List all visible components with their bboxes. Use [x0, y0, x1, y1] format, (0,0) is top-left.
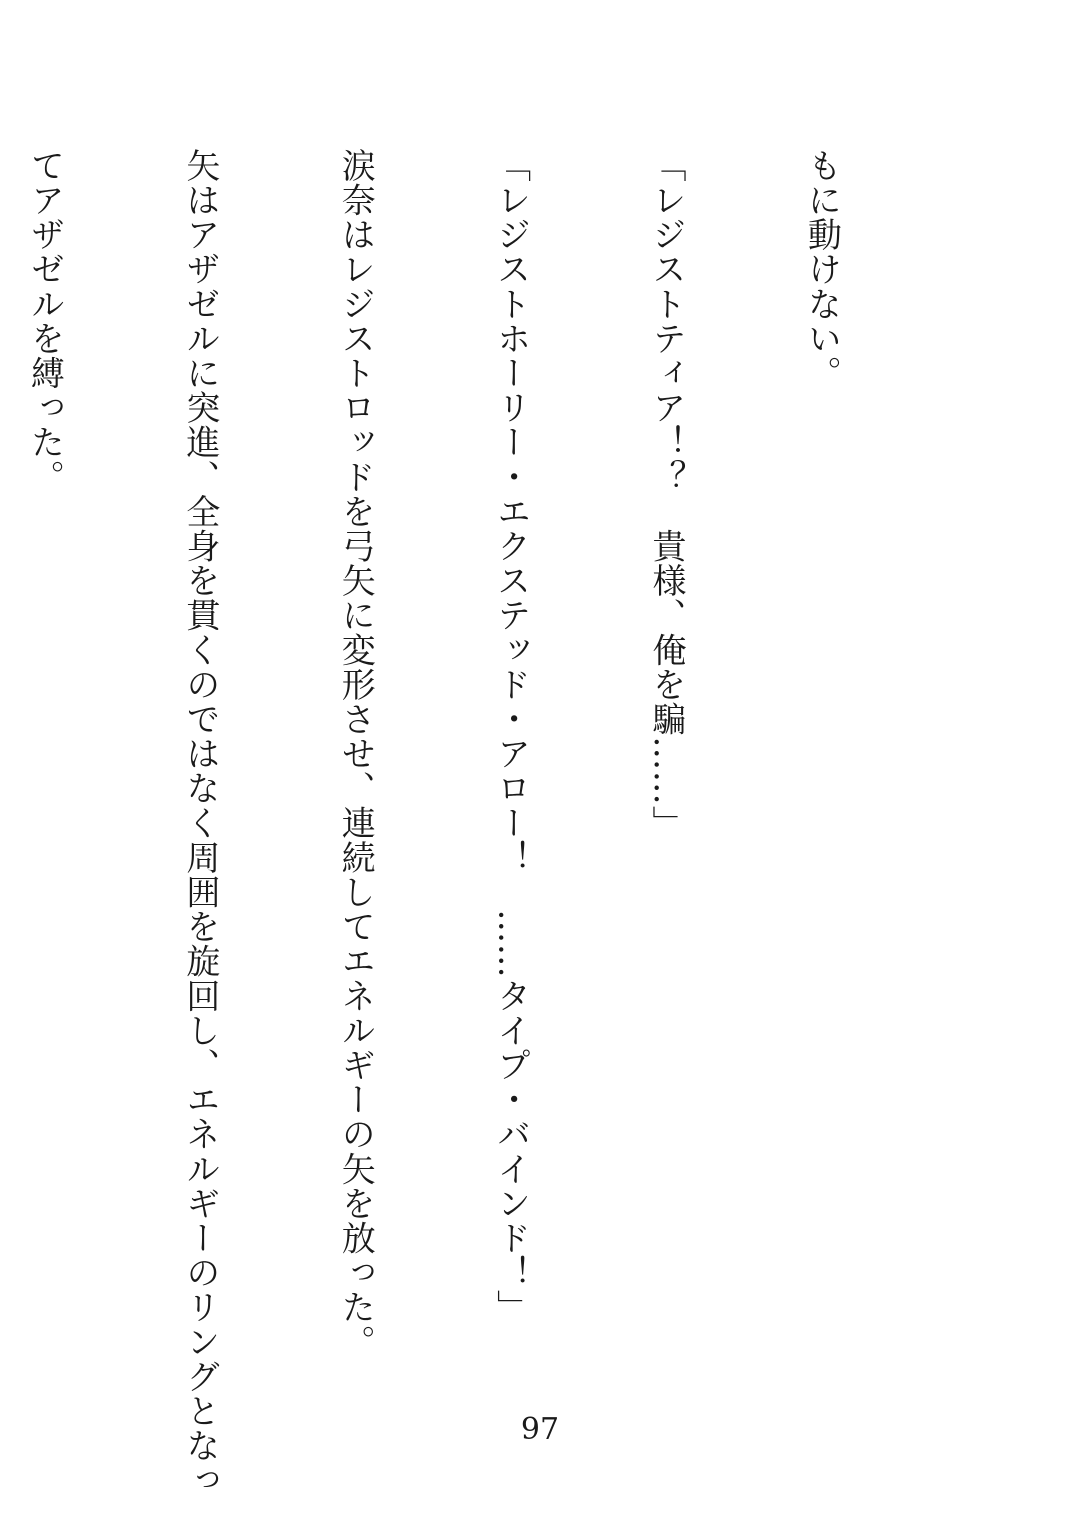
text-line: 矢はアザゼルに突進、全身を貫くのではなく周囲を旋回し、エネルギーのリングとなっ	[179, 148, 220, 1498]
text-line: てアザゼルを縛った。	[24, 148, 65, 494]
text-line: 涙奈はレジストロッドを弓矢に変形させ、連続してエネルギーの矢を放った。	[335, 148, 376, 1359]
page-number: 97	[520, 1412, 560, 1447]
text-line: 「レジストホーリー・エクステッド・アロー！ ……タイプ・バインド！」	[490, 148, 531, 1325]
text-line: 「レジストティア！？ 貴様、俺を騙……」	[646, 148, 687, 840]
text-line: もに動けない。	[801, 148, 842, 391]
